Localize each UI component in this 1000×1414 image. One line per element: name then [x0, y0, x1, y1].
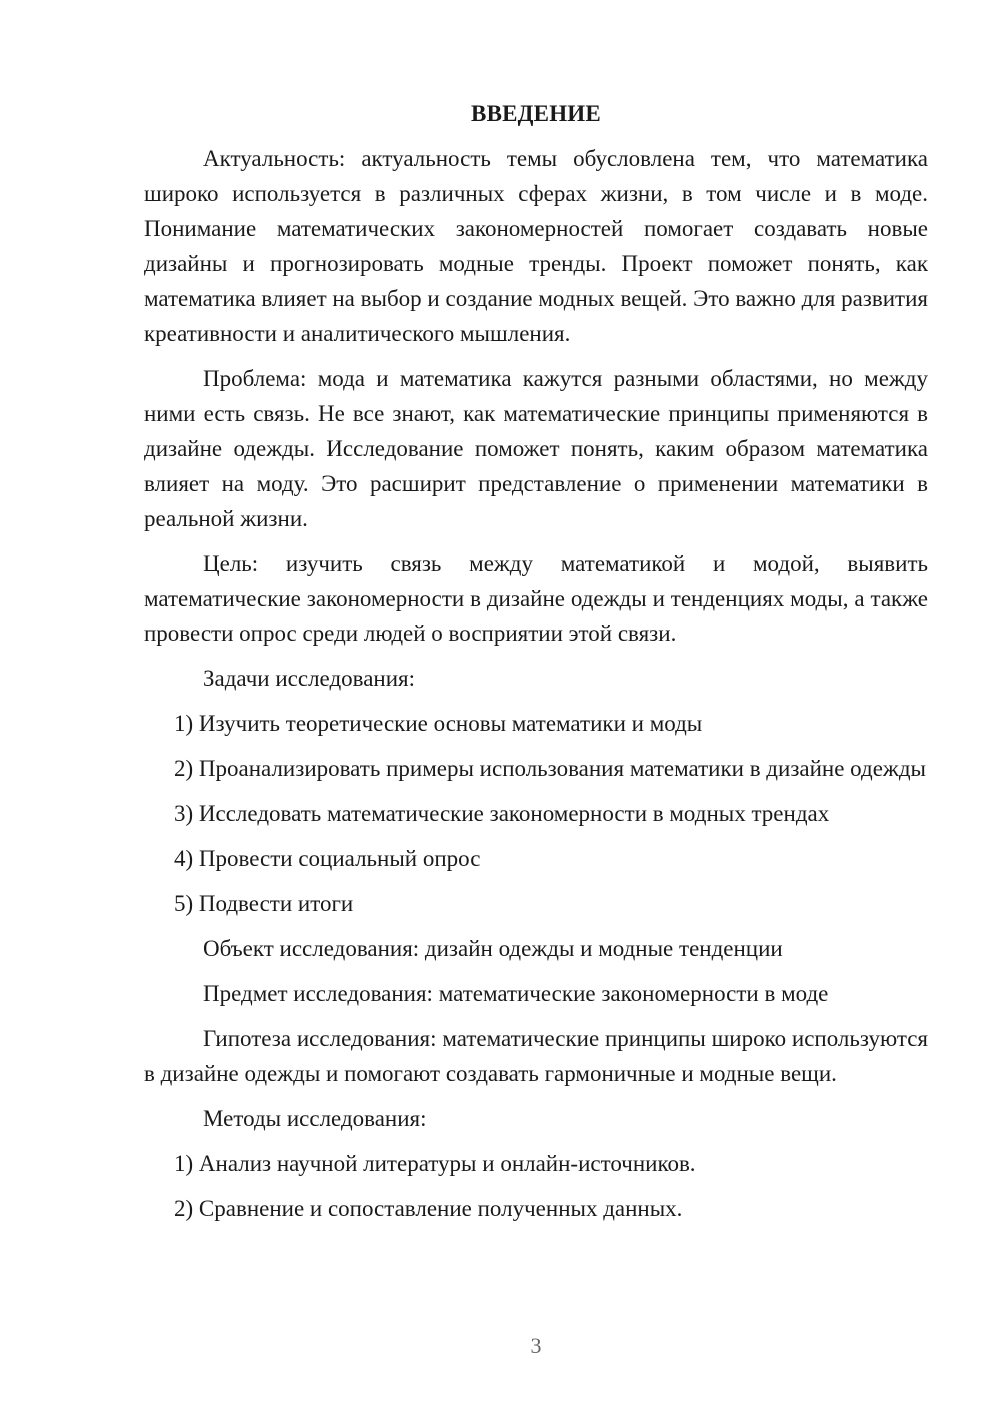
task-item: 5) Подвести итоги [174, 891, 354, 916]
research-hypothesis: Гипотеза исследования: математические принципы широко используются в дизайне одежды и помогают создавать гармоничные и модные вещи. [144, 1026, 928, 1086]
task-item: 3) Исследовать математические закономерности в модных трендах [174, 801, 830, 826]
section-title: ВВЕДЕНИЕ [471, 101, 601, 126]
page-content [144, 96, 928, 1236]
research-subject: Предмет исследования: математические закономерности в моде [203, 981, 829, 1006]
tasks-heading: Задачи исследования: [203, 666, 416, 691]
research-object: Объект исследования: дизайн одежды и модные тенденции [203, 936, 783, 961]
method-item: 1) Анализ научной литературы и онлайн-источников. [174, 1151, 696, 1176]
paragraph-goal: Цель: изучить связь между математикой и модой, выявить математические закономерности в дизайне одежды и тенденциях моды, а также провести опрос среди людей о восприятии этой связи. [144, 551, 928, 646]
methods-heading: Методы исследования: [203, 1106, 427, 1131]
task-item: 4) Провести социальный опрос [174, 846, 481, 871]
task-item: 2) Проанализировать примеры использования математики в дизайне одежды [174, 756, 926, 781]
page-number: 3 [530, 1333, 542, 1358]
task-item: 1) Изучить теоретические основы математики и моды [174, 711, 703, 736]
paragraph-problem: Проблема: мода и математика кажутся разными областями, но между ними есть связь. Не все знают, как математические принципы применяются в дизайне одежды. Исследование поможет понять, каким образом математика влияет на моду. Это расширит представление о применении математики в реальной жизни. [144, 366, 928, 531]
paragraph-relevance: Актуальность: актуальность темы обусловлена тем, что математика широко используется в различных сферах жизни, в том числе и в моде. Понимание математических закономерностей помогает создавать новые дизайны и прогнозировать модные тренды. Проект поможет понять, как математика влияет на выбор и создание модных вещей. Это важно для развития креативности и аналитического мышления. [144, 146, 928, 346]
method-item: 2) Сравнение и сопоставление полученных данных. [174, 1196, 683, 1221]
